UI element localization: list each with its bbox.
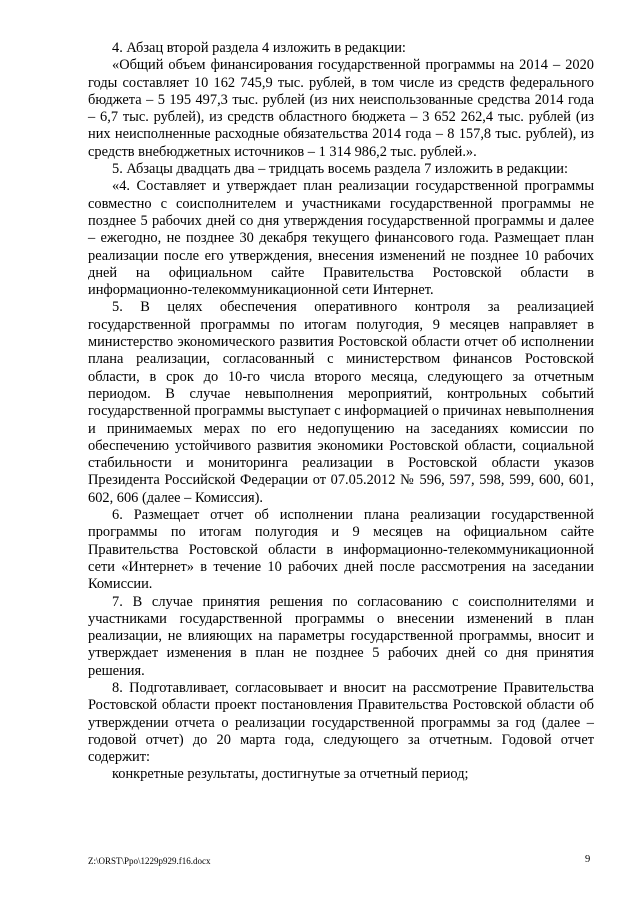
paragraph-plan-6: 6. Размещает отчет об исполнении плана реализации государственной программы по итогам полугодия и 9 месяцев на официальном сайте Правительства Ростовской области в информационно-телекоммуникационной сети «Интернет» в течение 10 рабочих дней после рассмотрения на заседании Комиссии. bbox=[88, 507, 594, 593]
paragraph-plan-7: 7. В случае принятия решения по согласованию с соисполнителями и участниками государственной программы о внесении изменений в план реализации, не влияющих на параметры государственной программы, вносит и утверждает изменения в план не позднее 5 рабочих дней со дня принятия решения. bbox=[88, 593, 594, 679]
paragraph-item-5: 5. Абзацы двадцать два – тридцать восемь раздела 7 изложить в редакции: bbox=[112, 161, 568, 178]
paragraph-plan-5: 5. В целях обеспечения оперативного контроля за реализацией государственной программы по итогам полугодия, 9 месяцев направляет в министерство экономического развития Ростовской области отчет об исполнении плана реализации, согласованный с министерством финансов Ростовской области, в срок до 10-го числа второго месяца, следующего за отчетным периодом. В случае невыполнения мероприятий, контрольных событий государственной программы выступает с информацией о причинах невыполнения и принимаемых мерах по его недопущению на заседаниях комиссии по обеспечению устойчивого развития экономики Ростовской области, социальной стабильности и мониторинга реализации в Ростовской области указов Президента Российской Федерации от 07.05.2012 № 596, 597, 598, 599, 600, 601, 602, 606 (далее – Комиссия). bbox=[88, 299, 594, 506]
paragraph-item-4: 4. Абзац второй раздела 4 изложить в редакции: bbox=[112, 40, 406, 56]
footer-page-number: 9 bbox=[585, 854, 591, 865]
paragraph-plan-4: «4. Составляет и утверждает план реализации государственной программы совместно с соисполнителем и участниками государственной программы не позднее 5 рабочих дней со дня утверждения государственной программы и далее – ежегодно, не позднее 30 декабря текущего финансового года. Размещает план реализации после его утверждения, внесения изменений не позднее 10 рабочих дней на официальном сайте Правительства Ростовской области в информационно-телекоммуникационной сети Интернет. bbox=[88, 178, 594, 299]
footer-file-path: Z:\ORST\Ppo\1229p929.f16.docx bbox=[88, 856, 211, 866]
paragraph-results: конкретные результаты, достигнутые за отчетный период; bbox=[112, 766, 469, 783]
paragraph-plan-8: 8. Подготавливает, согласовывает и вносит на рассмотрение Правительства Ростовской области проект постановления Правительства Ростовской области об утверждении отчета о реализации государственной программы за год (далее – годовой отчет) до 20 марта года, следующего за отчетным. Годовой отчет содержит: bbox=[88, 679, 594, 766]
document-body bbox=[88, 40, 594, 784]
paragraph-financing-quote: «Общий объем финансирования государственной программы на 2014 – 2020 годы составляет 10 162 745,9 тыс. рублей, в том числе из средств федерального бюджета – 5 195 497,3 тыс. рублей (из них неиспользованные средства 2014 года – 6,7 тыс. рублей), из средств областного бюджета – 3 652 262,4 тыс. рублей (из них неисполненные расходные обязательства 2014 года – 8 157,8 тыс. рублей), из средств внебюджетных источников – 1 314 986,2 тыс. рублей.». bbox=[88, 57, 594, 160]
